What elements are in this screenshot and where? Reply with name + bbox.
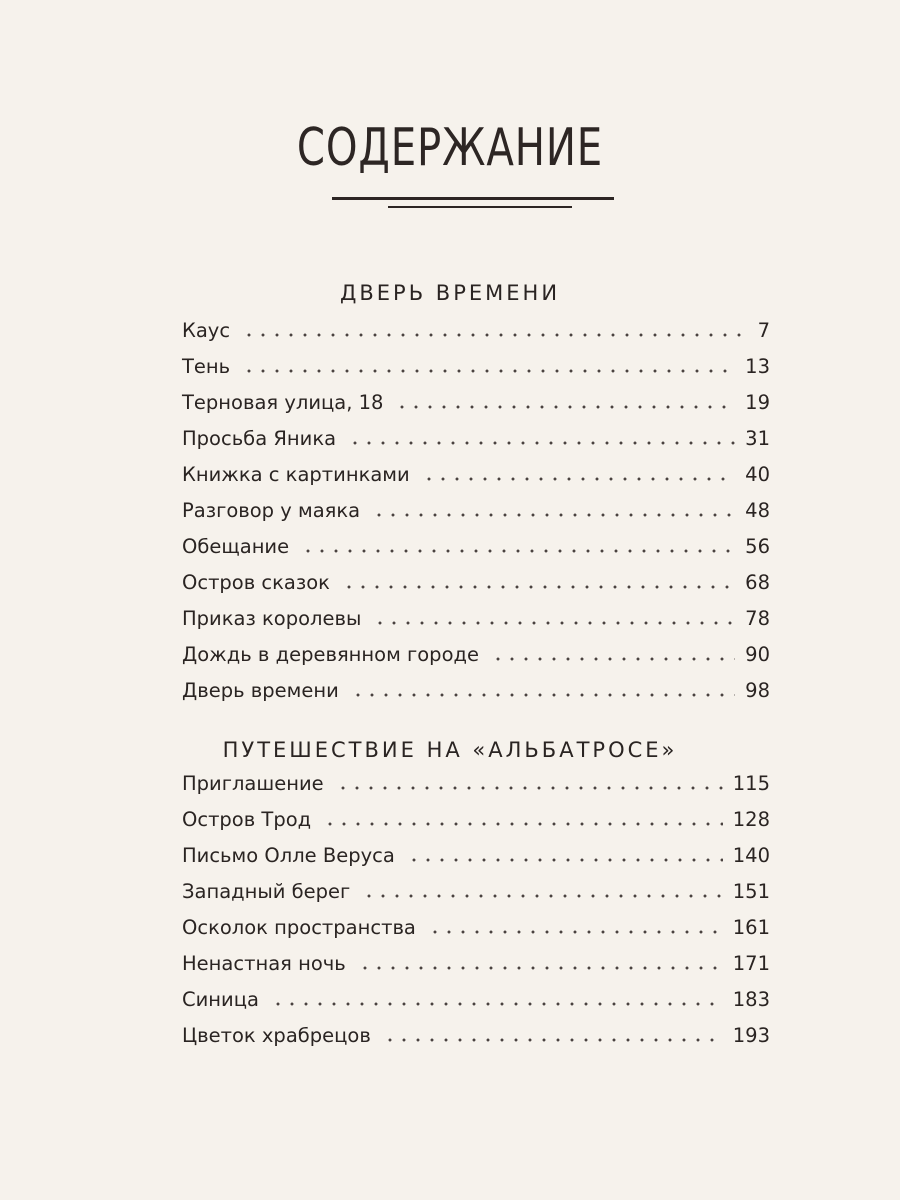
dot-leader (373, 606, 735, 625)
page-number: 78 (745, 607, 770, 630)
toc-entry (182, 534, 770, 570)
toc-entry (182, 570, 770, 606)
dot-leader (428, 915, 723, 934)
toc-entry (182, 771, 770, 807)
dot-leader (301, 534, 735, 553)
entry-title: Просьба Яника (182, 427, 337, 450)
page-number: 193 (732, 1024, 770, 1047)
title-underline (332, 197, 614, 200)
entry-title: Остров сказок (182, 571, 330, 594)
dot-leader (362, 879, 722, 898)
dot-leader (422, 462, 735, 481)
toc-entry (182, 426, 770, 462)
entry-title: Синица (182, 988, 259, 1011)
dot-leader (242, 318, 748, 337)
page-number: 90 (745, 643, 770, 666)
page-number: 151 (732, 880, 770, 903)
entry-title: Приказ королевы (182, 607, 362, 630)
dot-leader (407, 843, 723, 862)
entry-title: Каус (182, 319, 231, 342)
toc-entry (182, 807, 770, 843)
dot-leader (372, 498, 735, 517)
dot-leader (491, 642, 735, 661)
toc-entry (182, 951, 770, 987)
dot-leader (383, 1023, 723, 1042)
dot-leader (323, 807, 723, 826)
entry-title: Цветок храбрецов (182, 1024, 371, 1047)
section-heading: ДВЕРЬ ВРЕМЕНИ (339, 281, 561, 305)
dot-leader (395, 390, 735, 409)
toc-entry (182, 879, 770, 915)
page-number: 7 (757, 319, 770, 342)
page-number: 171 (732, 952, 770, 975)
toc-entry (182, 678, 770, 714)
toc-entry (182, 462, 770, 498)
page-number: 161 (732, 916, 770, 939)
page-number: 40 (745, 463, 770, 486)
page-number: 48 (745, 499, 770, 522)
page-number: 19 (745, 391, 770, 414)
toc-entry (182, 915, 770, 951)
dot-leader (342, 570, 735, 589)
entry-title: Дождь в деревянном городе (182, 643, 479, 666)
toc-entry (182, 1023, 770, 1059)
page-title: СОДЕРЖАНИЕ (296, 118, 604, 178)
entry-title: Ненастная ночь (182, 952, 346, 975)
entry-title: Западный берег (182, 880, 351, 903)
toc-entry (182, 318, 770, 354)
dot-leader (242, 354, 735, 373)
entry-title: Остров Трод (182, 808, 312, 831)
page-number: 13 (745, 355, 770, 378)
entry-title: Дверь времени (182, 679, 339, 702)
toc-entry (182, 390, 770, 426)
entry-title: Приглашение (182, 772, 324, 795)
entry-title: Терновая улица, 18 (182, 391, 384, 414)
toc-entry (182, 642, 770, 678)
dot-leader (348, 426, 735, 445)
dot-leader (351, 678, 735, 697)
page-number: 98 (745, 679, 770, 702)
entry-title: Тень (182, 355, 231, 378)
entry-title: Осколок пространства (182, 916, 416, 939)
entry-title: Книжка с картинками (182, 463, 410, 486)
entry-title: Разговор у маяка (182, 499, 361, 522)
dot-leader (358, 951, 723, 970)
entry-title: Обещание (182, 535, 290, 558)
title-underline-short (388, 206, 572, 208)
toc-entry (182, 606, 770, 642)
toc-entry (182, 354, 770, 390)
page-number: 68 (745, 571, 770, 594)
entry-title: Письмо Олле Веруса (182, 844, 395, 867)
section-heading: ПУТЕШЕСТВИЕ НА «АЛЬБАТРОСЕ» (222, 738, 678, 762)
toc-list-section-1 (182, 318, 770, 714)
page-number: 128 (732, 808, 770, 831)
page-number: 140 (732, 844, 770, 867)
page-number: 56 (745, 535, 770, 558)
dot-leader (271, 987, 723, 1006)
toc-entry (182, 843, 770, 879)
dot-leader (336, 771, 723, 790)
page-number: 115 (732, 772, 770, 795)
toc-entry (182, 498, 770, 534)
toc-entry (182, 987, 770, 1023)
toc-list-section-2 (182, 771, 770, 1059)
page-number: 31 (745, 427, 770, 450)
page-number: 183 (732, 988, 770, 1011)
